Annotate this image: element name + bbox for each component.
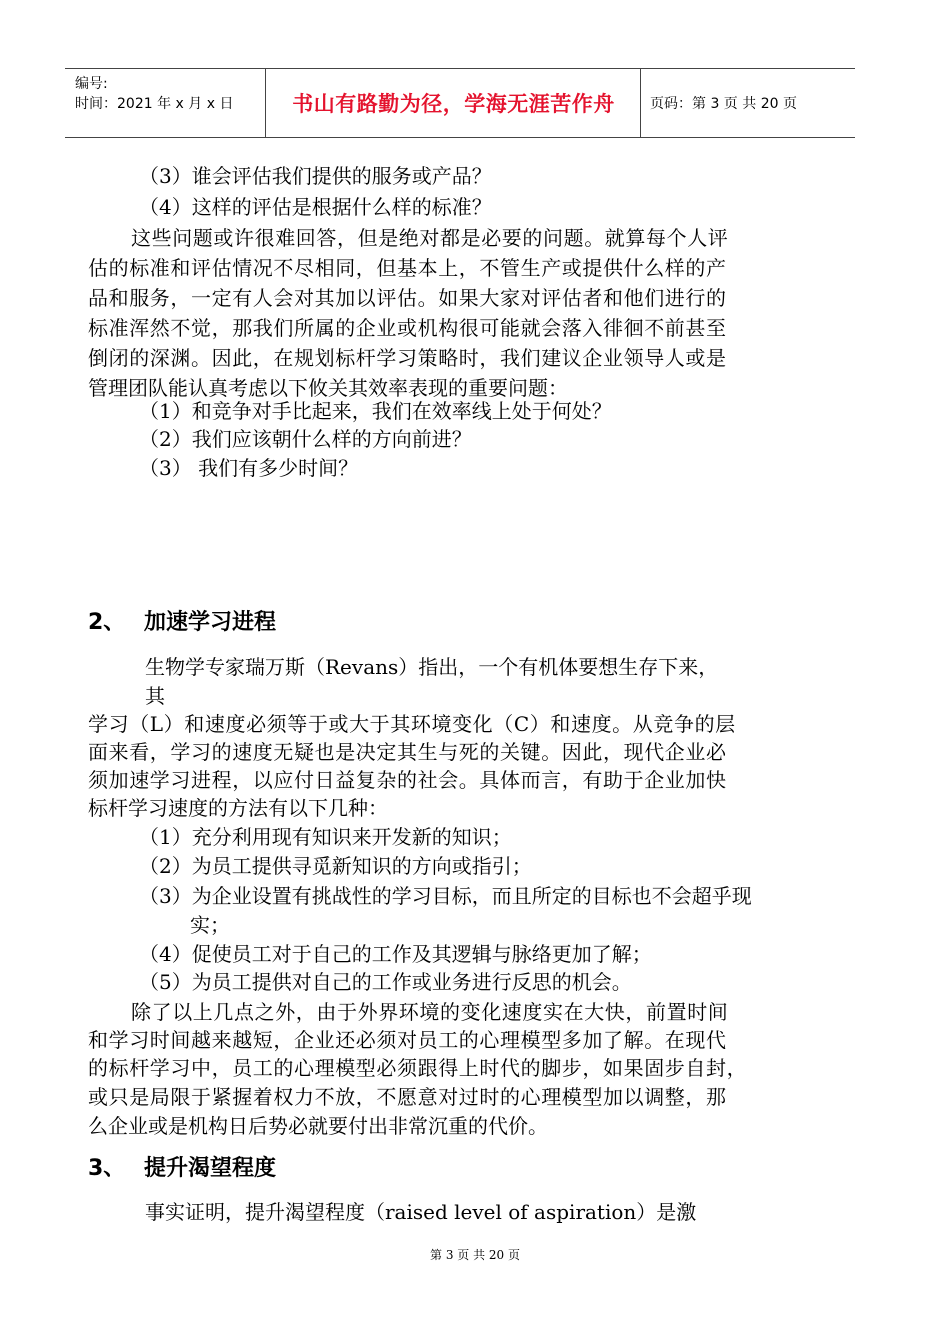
list-item: （3） 我们有多少时间？ [139,456,359,480]
list-item: 实； [190,913,230,937]
paragraph-line: 么企业或是机构日后势必就要付出非常沉重的代价。 [88,1114,548,1138]
paragraph-line: 或只是局限于紧握着权力不放，不愿意对过时的心理模型加以调整，那 [88,1085,727,1109]
paragraph-line: 面来看，学习的速度无疑也是决定其生与死的关键。因此，现代企业必 [88,740,727,764]
paragraph-line: 的标杆学习中，员工的心理模型必须跟得上时代的脚步，如果固步自封， [88,1056,748,1080]
list-item: （4）这样的评估是根据什么样的标准？ [139,195,492,219]
paragraph-line: 倒闭的深渊。因此，在规划标杆学习策略时，我们建议企业领导人或是 [88,346,727,370]
paragraph-line: 除了以上几点之外，由于外界环境的变化速度实在大快，前置时间 [131,1000,729,1024]
list-item: （3）为企业设置有挑战性的学习目标，而且所定的目标也不会超乎现 [139,884,752,908]
header-meta [75,74,233,114]
paragraph-line: 标准浑然不觉，那我们所属的企业或机构很可能就会落入徘徊不前甚至 [88,316,727,340]
paragraph-line: 其 [145,684,165,708]
header-time-label: 时间：2021 年 x 月 x 日 [75,96,234,112]
header-motto: 书山有路勤为径，学海无涯苦作舟 [292,92,615,116]
paragraph-line: 事实证明，提升渴望程度（raised level of aspiration）是激 [145,1200,697,1224]
header-page-label: 页码：第 3 页 共 20 页 [650,96,797,112]
paragraph-line: 生物学专家瑞万斯（Revans）指出，一个有机体要想生存下来， [145,655,719,679]
paragraph-line: 须加速学习进程，以应付日益复杂的社会。具体而言，有助于企业加快 [88,768,727,792]
header-divider [640,69,641,137]
section-title: 加速学习进程 [144,610,277,635]
paragraph-line: 品和服务，一定有人会对其加以评估。如果大家对评估者和他们进行的 [88,286,727,310]
section-heading [88,609,276,637]
page-header [65,68,855,138]
section-number: 3、 [88,1156,126,1181]
paragraph-line: 估的标准和评估情况不尽相同，但基本上，不管生产或提供什么样的产 [88,256,727,280]
list-item: （1）和竞争对手比起来，我们在效率线上处于何处？ [139,399,612,423]
list-item: （2）为员工提供寻觅新知识的方向或指引； [139,854,532,878]
list-item: （1）充分利用现有知识来开发新的知识； [139,825,512,849]
paragraph-line: 和学习时间越来越短，企业还必须对员工的心理模型多加了解。在现代 [88,1028,727,1052]
section-title: 提升渴望程度 [144,1156,277,1181]
paragraph-line: 这些问题或许很难回答，但是绝对都是必要的问题。就算每个人评 [131,226,729,250]
list-item: （5）为员工提供对自己的工作或业务进行反思的机会。 [139,970,632,994]
section-heading [88,1155,276,1183]
header-number-label: 编号: [75,76,108,92]
list-item: （3）谁会评估我们提供的服务或产品？ [139,164,492,188]
header-divider [265,69,266,137]
paragraph-line: 标杆学习速度的方法有以下几种： [88,796,388,820]
paragraph-line: 学习（L）和速度必须等于或大于其环境变化（C）和速度。从竞争的层 [88,712,736,736]
section-number: 2、 [88,610,126,635]
list-item: （4）促使员工对于自己的工作及其逻辑与脉络更加了解； [139,942,652,966]
page-footer: 第 3 页 共 20 页 [430,1248,520,1262]
list-item: （2）我们应该朝什么样的方向前进？ [139,427,472,451]
paragraph-line: 管理团队能认真考虑以下攸关其效率表现的重要问题： [88,376,568,400]
